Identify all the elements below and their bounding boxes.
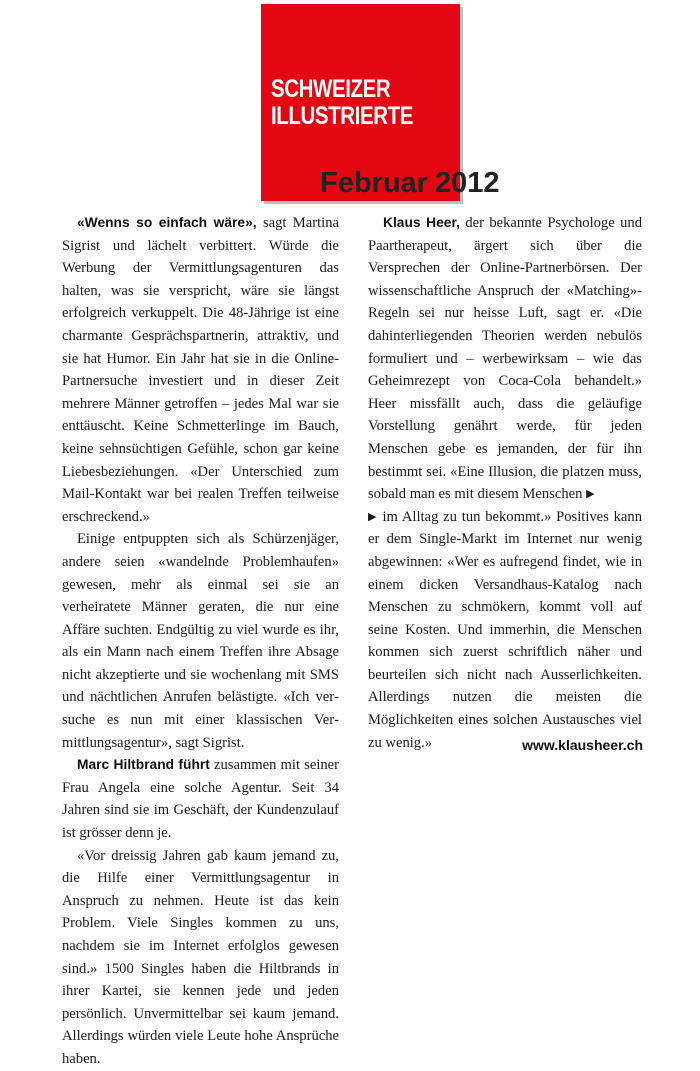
article-left-column xyxy=(62,212,339,1071)
paragraph-text: Einige entpuppten sich als Schürzenjäger, andere seien «wandelnde Problemhaufen» gewesen, mehr als einmal sei sie an verheiratete Männer geraten, die nur eine Affäre suchten. Endgültig zu viel wurde es ihr, als ein Mann nach einem Treffen ihre Absage nicht akzeptierte und sie wochenlang mit SMS und nächtlichen Anrufen belästigte. «Ich versuche es nun mit einer klassischen Vermittlungsagentur», sagt Sigrist. xyxy=(62,531,339,751)
paragraph-hiltbrand xyxy=(62,754,339,844)
paragraph-hiltbrand-quote xyxy=(62,845,339,1071)
logo-line-2: ILLUSTRIERTE xyxy=(271,102,414,130)
issue-year: 2012 xyxy=(434,167,500,199)
issue-date xyxy=(320,166,500,200)
paragraph-text: sagt Martina Sigrist und lächelt verbittert. Würde die Werbung der Vermittlungsagenturen das halten, was sie verspricht, wäre sie längst erfolgreich verkuppelt. Die 48-Jährige ist eine charmante Gesprächspartnerin, attraktiv, und sie hat Humor. Ein Jahr hat sie in die Online-Partnersuche investiert und in dieser Zeit mehrere Männer getroffen – jedes Mal war sie enttäuscht. Keine Schmetterlinge im Bauch, keine sehnsüchtigen Gefühle, schon gar keine Liebesbeziehungen. «Der Unterschied zum Mail-Kontakt war bei realen Treffen teilweise erschreckend.» xyxy=(62,215,339,525)
logo-line-1: SCHWEIZER xyxy=(271,75,391,103)
paragraph-sigrist-intro xyxy=(62,212,339,528)
paragraph-text: im Alltag zu tun bekommt.» Positives kann er dem Single-Markt im Internet nur wenig abgewinnen: «Wer es aufregend findet, wie in einem dicken Versandhaus-Katalog nach Menschen zu schmökern, kommt voll auf seine Kosten. Und immerhin, die Menschen kommen sich zuerst schriftlich näher und beurteilen sich nicht nach Ausserlichkeiten. Allerdings nutzen die meisten die Möglichkeiten eines solchen Austausches viel zu wenig.» xyxy=(368,508,643,751)
continue-arrow-icon: ▶ xyxy=(368,510,378,523)
lead-hiltbrand: Marc Hiltbrand führt xyxy=(77,757,210,773)
article-right-column xyxy=(368,212,642,754)
paragraph-text: der bekannte Psychologe und Paartherapeut, ärgert sich über die Versprechen der Online-Partnerbörsen. Der wissenschaftliche Anspruch der «Matching»-Regeln sei nur heisse Luft, sagt er. «Die dahinterliegenden Theorien werden nebulös formuliert und – werbewirksam – wie das Geheimrezept von Coca-Cola behandelt.» Heer missfällt auch, dass die geläufige Vorstellung genährt werde, für jeden Menschen gebe es jemanden, der für ihn bestimmt sei. «Eine Illusion, die platzen muss, sobald man es mit diesem Menschen xyxy=(368,215,642,503)
lead-heer: Klaus Heer, xyxy=(383,215,460,230)
lead-quote: «Wenns so einfach wäre», xyxy=(77,215,257,230)
website-link[interactable]: www.klausheer.ch xyxy=(522,737,643,753)
paragraph-text: «Vor dreissig Jahren gab kaum jemand zu, die Hilfe einer Vermittlungsagentur in Anspruch zu nehmen. Heute ist das kein Problem. Viele Singles kommen zu uns, nachdem sie im Internet erfolglos gewesen sind.» 1500 Singles haben die Hiltbrands in ihrer Kartei, sie kennen jede und jeden persönlich. Unvermittelbar sei kaum jemand. Allerdings würden viele Leute hohe Ansprüche haben. xyxy=(62,847,339,1067)
continue-arrow-icon: ▶ xyxy=(586,488,595,501)
paragraph-text: zusammen mit seiner Frau Angela eine solche Agentur. Seit 34 Jahren sind sie im Geschäft, der Kundenzulauf ist grösser denn je. xyxy=(62,757,340,842)
paragraph-sigrist-experience xyxy=(62,528,339,754)
issue-month: Februar xyxy=(320,167,428,199)
paragraph-heer xyxy=(368,212,642,754)
